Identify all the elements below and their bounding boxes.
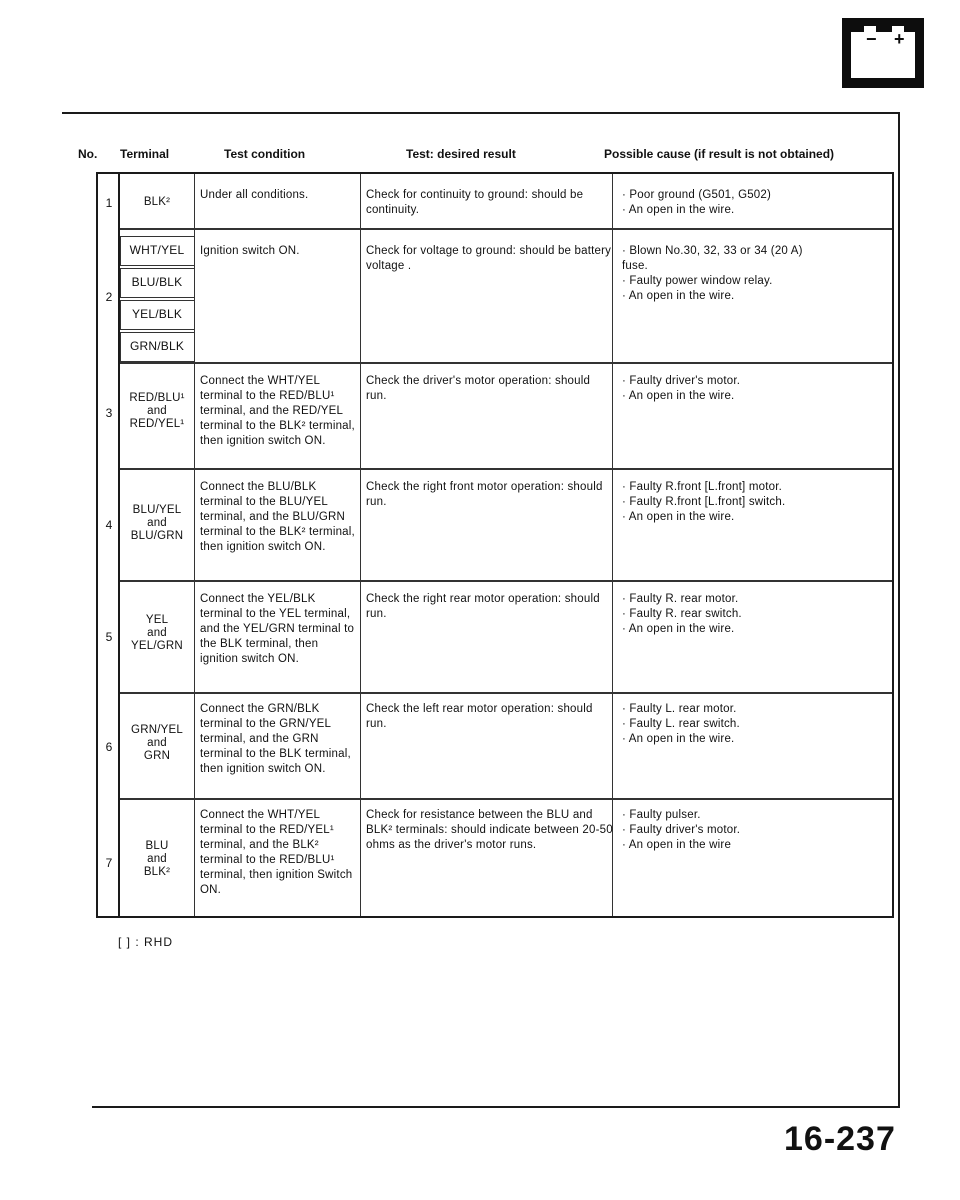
bottom-rule — [92, 1106, 900, 1108]
test-condition: Connect the BLU/BLK terminal to the BLU/YEL terminal, and the BLU/GRN terminal to the BLK² terminal, then ignition switch ON. — [200, 481, 355, 553]
possible-cause: · Faulty driver's motor. · An open in the wire. — [622, 375, 741, 402]
row-number: 6 — [105, 740, 113, 754]
test-table — [105, 172, 894, 918]
row-divider — [120, 580, 892, 582]
row-divider — [120, 228, 892, 230]
terminal-cell: BLK² — [143, 196, 171, 208]
header-possible-cause: Possible cause (if result is not obtained) — [604, 147, 835, 161]
possible-cause: · Faulty R.front [L.front] motor. · Faulty R.front [L.front] switch. · An open in the wire. — [622, 481, 786, 523]
row-number: 7 — [105, 856, 113, 870]
desired-result: Check the driver's motor operation: should run. — [366, 375, 591, 402]
test-condition: Connect the YEL/BLK terminal to the YEL terminal, and the YEL/GRN terminal to the BLK terminal, then ignition switch ON. — [200, 593, 355, 665]
test-condition: Under all conditions. — [200, 189, 309, 201]
page-number: 16-237 — [784, 1120, 896, 1158]
terminal-cell: GRN/BLK — [129, 339, 185, 353]
desired-result: Check for resistance between the BLU and BLK² terminals: should indicate between 20-50 ohms as the driver's motor runs. — [366, 809, 613, 851]
possible-cause: · Faulty pulser. · Faulty driver's motor. · An open in the wire — [622, 809, 741, 851]
terminal-cell: WHT/YEL — [129, 243, 185, 257]
row-divider — [120, 692, 892, 694]
terminal-cell: BLU and BLK² — [143, 840, 171, 878]
desired-result: Check for voltage to ground: should be battery voltage . — [366, 245, 612, 272]
desired-result: Check the right front motor operation: should run. — [366, 481, 603, 508]
header-terminal: Terminal — [120, 147, 170, 161]
number-column-top — [96, 172, 120, 174]
test-condition: Ignition switch ON. — [200, 245, 300, 257]
row-number: 4 — [105, 518, 113, 532]
row-number: 3 — [105, 406, 113, 420]
row-divider — [120, 468, 892, 470]
terminal-cell: BLU/BLK — [131, 275, 183, 289]
terminal-cell: YEL and YEL/GRN — [131, 614, 183, 652]
col-divider-cause — [612, 174, 613, 916]
battery-icon: − + — [842, 18, 924, 88]
possible-cause: · Faulty R. rear motor. · Faulty R. rear switch. · An open in the wire. — [622, 593, 742, 635]
terminal-cell: GRN/YEL and GRN — [131, 724, 183, 762]
row-number: 1 — [105, 196, 113, 210]
possible-cause: · Poor ground (G501, G502) · An open in the wire. — [622, 189, 772, 216]
desired-result: Check the left rear motor operation: should run. — [366, 703, 593, 730]
terminal-cell: RED/BLU¹ and RED/YEL¹ — [129, 392, 185, 430]
row-number: 2 — [105, 290, 113, 304]
right-rule — [898, 112, 900, 1108]
desired-result: Check the right rear motor operation: should run. — [366, 593, 600, 620]
header-test-condition: Test condition — [224, 147, 306, 161]
row-number: 5 — [105, 630, 113, 644]
top-rule — [62, 112, 900, 114]
footnote-rhd: [ ] : RHD — [118, 935, 174, 949]
number-column-bottom — [96, 916, 120, 918]
possible-cause: · Faulty L. rear motor. · Faulty L. rear switch. · An open in the wire. — [622, 703, 740, 745]
col-divider-condition — [194, 174, 195, 916]
test-condition: Connect the GRN/BLK terminal to the GRN/YEL terminal, and the GRN terminal to the BLK terminal, then ignition switch ON. — [200, 703, 351, 775]
test-condition: Connect the WHT/YEL terminal to the RED/YEL¹ terminal, and the BLK² terminal to the RED/BLU¹ terminal, then ignition Switch ON. — [200, 809, 353, 896]
header-desired-result: Test: desired result — [406, 147, 516, 161]
terminal-cell: YEL/BLK — [131, 307, 183, 321]
row-divider — [120, 798, 892, 800]
number-column-edge — [96, 172, 98, 918]
col-divider-result — [360, 174, 361, 916]
terminal-cell: BLU/YEL and BLU/GRN — [130, 504, 184, 542]
header-no: No. — [78, 147, 98, 161]
test-condition: Connect the WHT/YEL terminal to the RED/BLU¹ terminal, and the RED/YEL terminal to the BLK² terminal, then ignition switch ON. — [200, 375, 355, 447]
possible-cause: · Blown No.30, 32, 33 or 34 (20 A) fuse. · Faulty power window relay. · An open in the wire. — [622, 245, 803, 302]
desired-result: Check for continuity to ground: should be continuity. — [366, 189, 584, 216]
row-divider — [120, 362, 892, 364]
